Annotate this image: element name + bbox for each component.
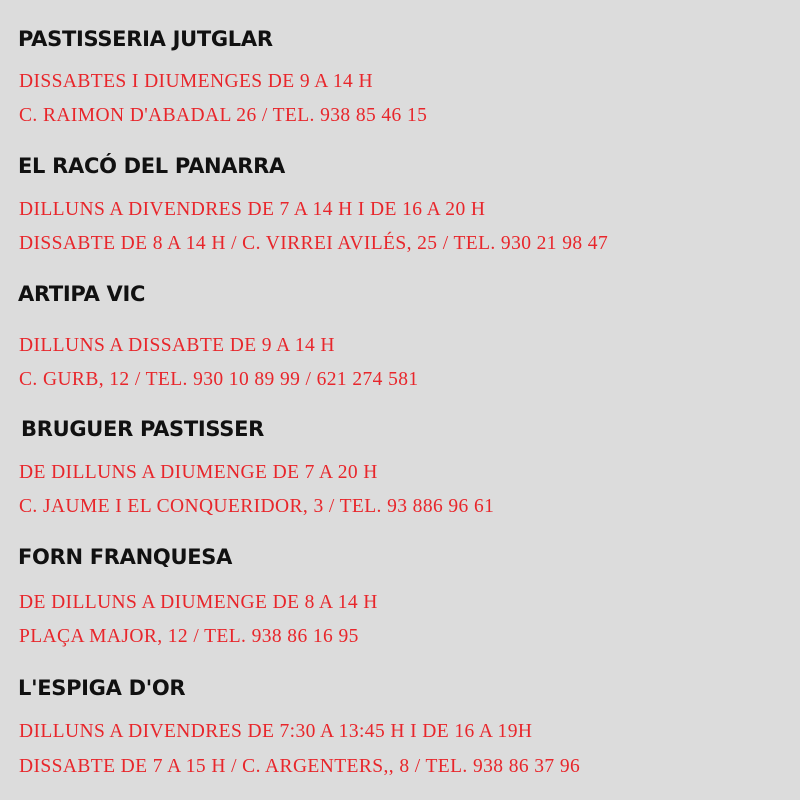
bakery-hours-artipa-vic: DILLUNS A DISSABTE DE 9 A 14 H bbox=[19, 335, 335, 356]
bakery-address-forn-franquesa: PLAÇA MAJOR, 12 / TEL. 938 86 16 95 bbox=[19, 626, 359, 647]
bakery-hours-lespiga-dor: DILLUNS A DIVENDRES DE 7:30 A 13:45 H I DE 16 A 19H bbox=[19, 721, 533, 742]
bakery-name-pastisseria-jutglar: PASTISSERIA JUTGLAR bbox=[18, 27, 273, 51]
bakery-name-artipa-vic: ARTIPA VIC bbox=[18, 282, 146, 306]
bakery-hours-bruguer-pastisser: DE DILLUNS A DIUMENGE DE 7 A 20 H bbox=[19, 462, 378, 483]
bakery-name-forn-franquesa: FORN FRANQUESA bbox=[18, 545, 233, 569]
bakery-address-bruguer-pastisser: C. JAUME I EL CONQUERIDOR, 3 / TEL. 93 886 96 61 bbox=[19, 496, 495, 517]
bakery-address-pastisseria-jutglar: C. RAIMON D'ABADAL 26 / TEL. 938 85 46 15 bbox=[19, 105, 428, 126]
bakery-address-artipa-vic: C. GURB, 12 / TEL. 930 10 89 99 / 621 274 581 bbox=[19, 369, 419, 390]
bakery-hours-pastisseria-jutglar: DISSABTES I DIUMENGES DE 9 A 14 H bbox=[19, 71, 373, 92]
bakery-address-lespiga-dor: DISSABTE DE 7 A 15 H / C. ARGENTERS,, 8 / TEL. 938 86 37 96 bbox=[19, 756, 581, 777]
bakery-name-lespiga-dor: L'ESPIGA D'OR bbox=[18, 676, 186, 700]
bakery-name-el-raco-del-panarra: EL RACÓ DEL PANARRA bbox=[18, 154, 285, 178]
bakery-address-el-raco-del-panarra: DISSABTE DE 8 A 14 H / C. VIRREI AVILÉS, 25 / TEL. 930 21 98 47 bbox=[19, 233, 609, 254]
bakery-name-bruguer-pastisser: BRUGUER PASTISSER bbox=[21, 417, 265, 441]
bakery-hours-forn-franquesa: DE DILLUNS A DIUMENGE DE 8 A 14 H bbox=[19, 592, 378, 613]
bakery-hours-el-raco-del-panarra: DILLUNS A DIVENDRES DE 7 A 14 H I DE 16 A 20 H bbox=[19, 199, 486, 220]
